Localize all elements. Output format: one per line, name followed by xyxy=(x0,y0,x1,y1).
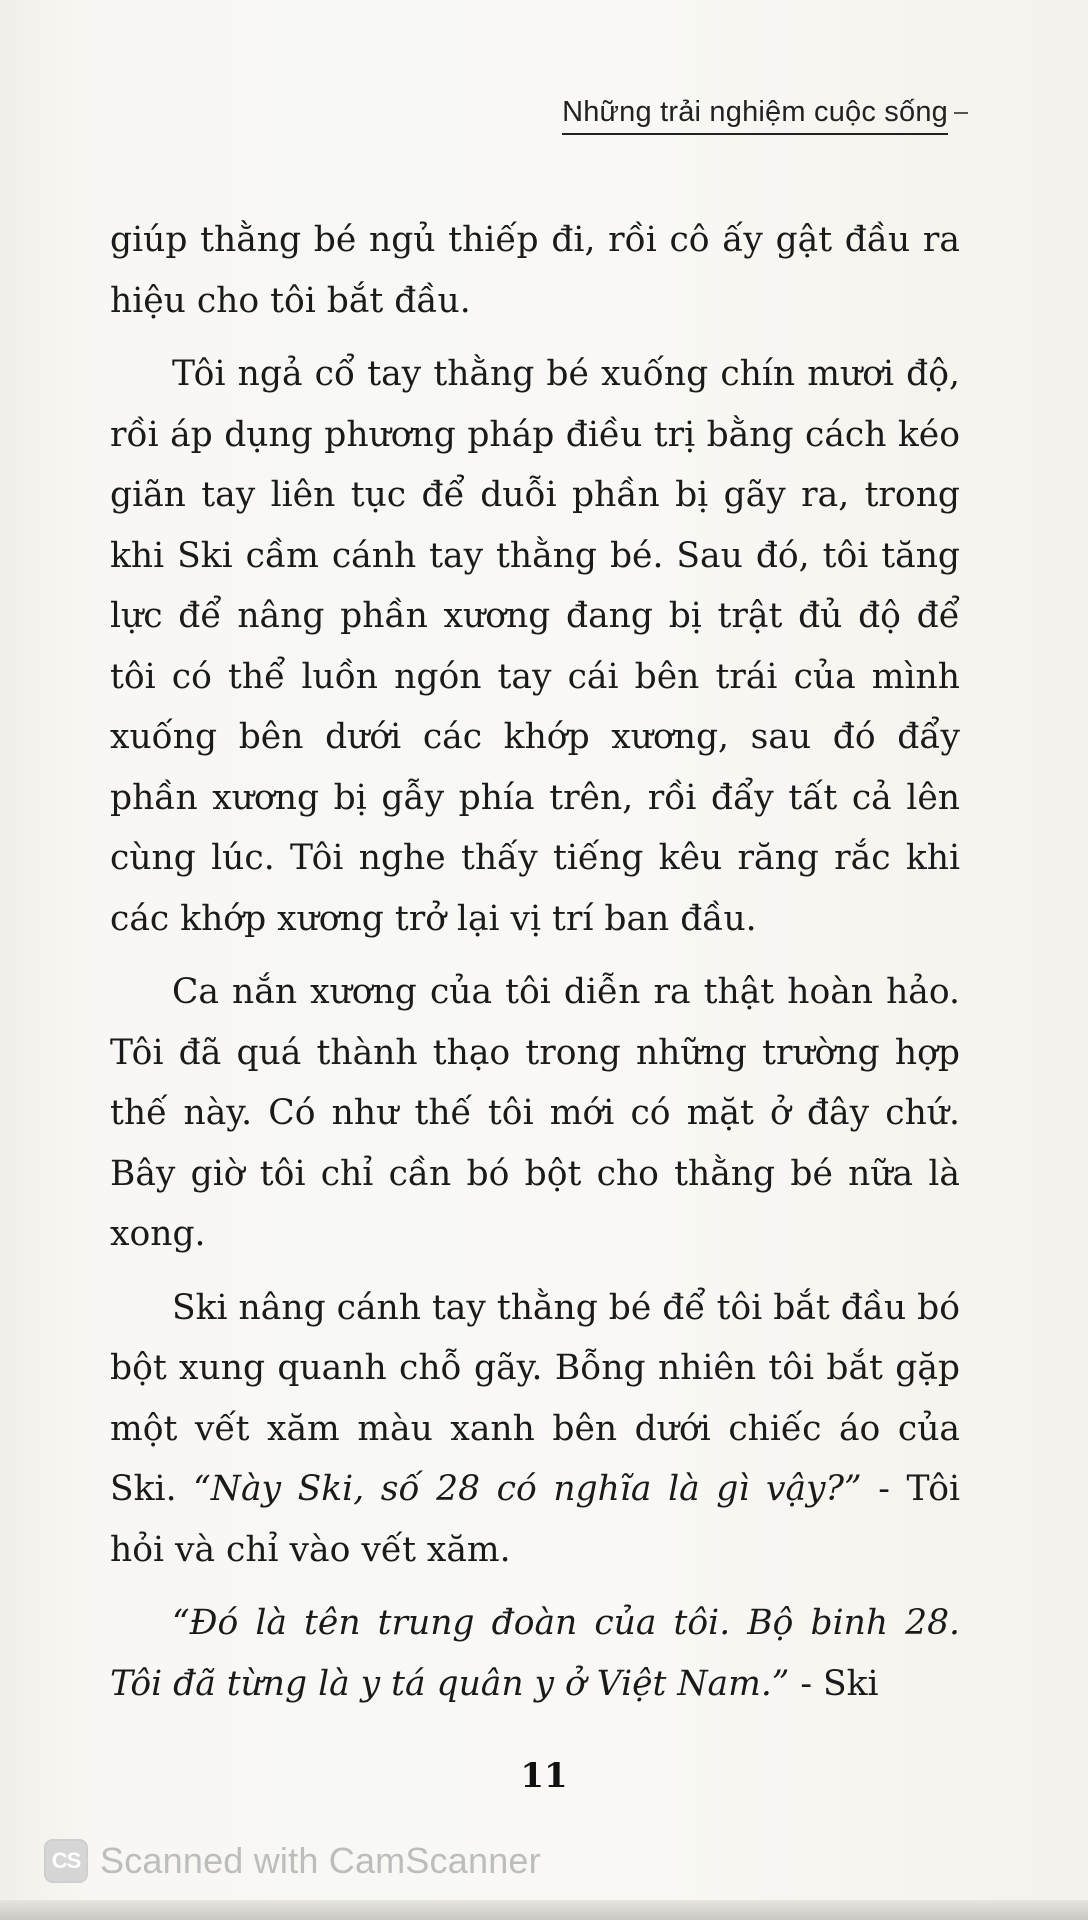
scan-bottom-edge xyxy=(0,1900,1088,1920)
paragraph xyxy=(110,1593,960,1714)
text-segment: - Tôi hỏi và chỉ vào vết xăm. xyxy=(110,1469,961,1570)
paragraph xyxy=(110,962,960,1265)
running-header xyxy=(562,96,948,135)
camscanner-logo-icon xyxy=(44,1839,88,1883)
camscanner-text: Scanned with CamScanner xyxy=(100,1840,541,1881)
running-header-title: Những trải nghiệm cuộc sống xyxy=(562,96,948,128)
italic-quote: “Này Ski, số 28 có nghĩa là gì vậy?” xyxy=(193,1469,862,1509)
paragraph xyxy=(110,1278,960,1581)
camscanner-logo-text: CS xyxy=(51,1848,81,1873)
paragraph xyxy=(110,344,960,949)
running-header-dash xyxy=(954,112,968,114)
italic-quote: “Đó là tên trung đoàn của tôi. Bộ binh 28. Tôi đã từng là y tá quân y ở Việt Nam.” xyxy=(110,1603,960,1704)
camscanner-watermark xyxy=(44,1836,541,1886)
paragraph xyxy=(110,210,960,331)
text-segment: Ski nâng cánh tay thằng bé để tôi bắt đầu bó bột xung quanh chỗ gãy. Bỗng nhiên tôi bắt gặp một vết xăm màu xanh bên dưới chiếc áo của Ski. xyxy=(110,1287,960,1509)
text-segment: giúp thằng bé ngủ thiếp đi, rồi cô ấy gật đầu ra hiệu cho tôi bắt đầu. xyxy=(110,220,960,321)
text-segment: Tôi ngả cổ tay thằng bé xuống chín mươi độ, rồi áp dụng phương pháp điều trị bằng cách kéo giãn tay liên tục để duỗi phần bị gãy ra, trong khi Ski cầm cánh tay thằng bé. Sau đó, tôi tăng lực để nâng phần xương đang bị trật đủ độ để tôi có thể luồn ngón tay cái bên trái của mình xuống bên dưới các khớp xương, sau đó đẩy phần xương bị gẫy phía trên, rồi đẩy tất cả lên cùng lúc. Tôi nghe thấy tiếng kêu răng rắc khi các khớp xương trở lại vị trí ban đầu. xyxy=(110,354,960,939)
page-number: 11 xyxy=(520,1756,568,1796)
text-segment: Ca nắn xương của tôi diễn ra thật hoàn hảo. Tôi đã quá thành thạo trong những trường hợp thế này. Có như thế tôi mới có mặt ở đây chứ. Bây giờ tôi chỉ cần bó bột cho thằng bé nữa là xong. xyxy=(110,972,960,1254)
text-segment: - Ski xyxy=(789,1663,879,1704)
body-text xyxy=(110,210,960,1714)
